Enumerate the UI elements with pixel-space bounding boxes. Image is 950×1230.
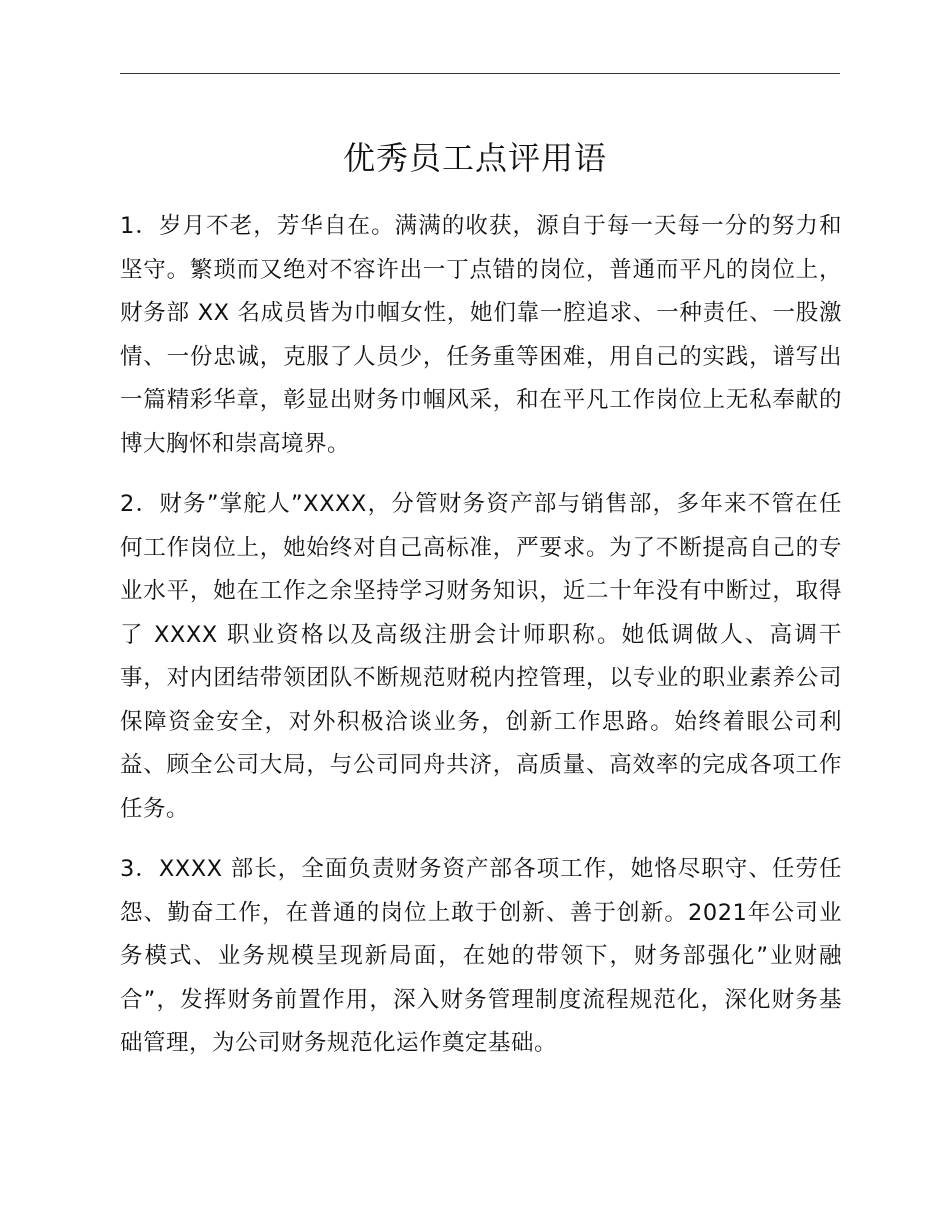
paragraph-3: 3．XXXX 部长，全面负责财务资产部各项工作，她恪尽职守、任劳任怨、勤奋工作，在普通的岗位上敢于创新、善于创新。2021年公司业务模式、业务规模呈现新局面，在她的带领下，财务部强化”业财融合”，发挥财务前置作用，深入财务管理制度流程规范化，深化财务基础管理，为公司财务规范化运作奠定基础。 (120, 856, 842, 1056)
paragraph-2: 2．财务”掌舵人”XXXX，分管财务资产部与销售部，多年来不管在任何工作岗位上，她始终对自己高标准，严要求。为了不断提高自己的专业水平，她在工作之余坚持学习财务知识，近二十年没有中断过，取得了 XXXX 职业资格以及高级注册会计师职称。她低调做人、高调干事，对内团结带领团队不断规范财税内控管理，以专业的职业素养公司保障资金安全，对外积极洽谈业务，创新工作思路。始终着眼公司利益、顾全公司大局，与公司同舟共济，高质量、高效率的完成各项工作任务。 (120, 491, 842, 822)
document-body (120, 205, 842, 1083)
paragraph-1: 1．岁月不老，芳华自在。满满的收获，源自于每一天每一分的努力和坚守。繁琐而又绝对不容许出一丁点错的岗位，普通而平凡的岗位上，财务部 XX 名成员皆为巾帼女性，她们靠一腔追求、一种责任、一股激情、一份忠诚，克服了人员少，任务重等困难，用自己的实践，谱写出一篇精彩华章，彰显出财务巾帼风采，和在平凡工作岗位上无私奉献的博大胸怀和崇高境界。 (120, 213, 842, 457)
header-divider (120, 73, 840, 74)
page-title: 优秀员工点评用语 (342, 139, 607, 177)
